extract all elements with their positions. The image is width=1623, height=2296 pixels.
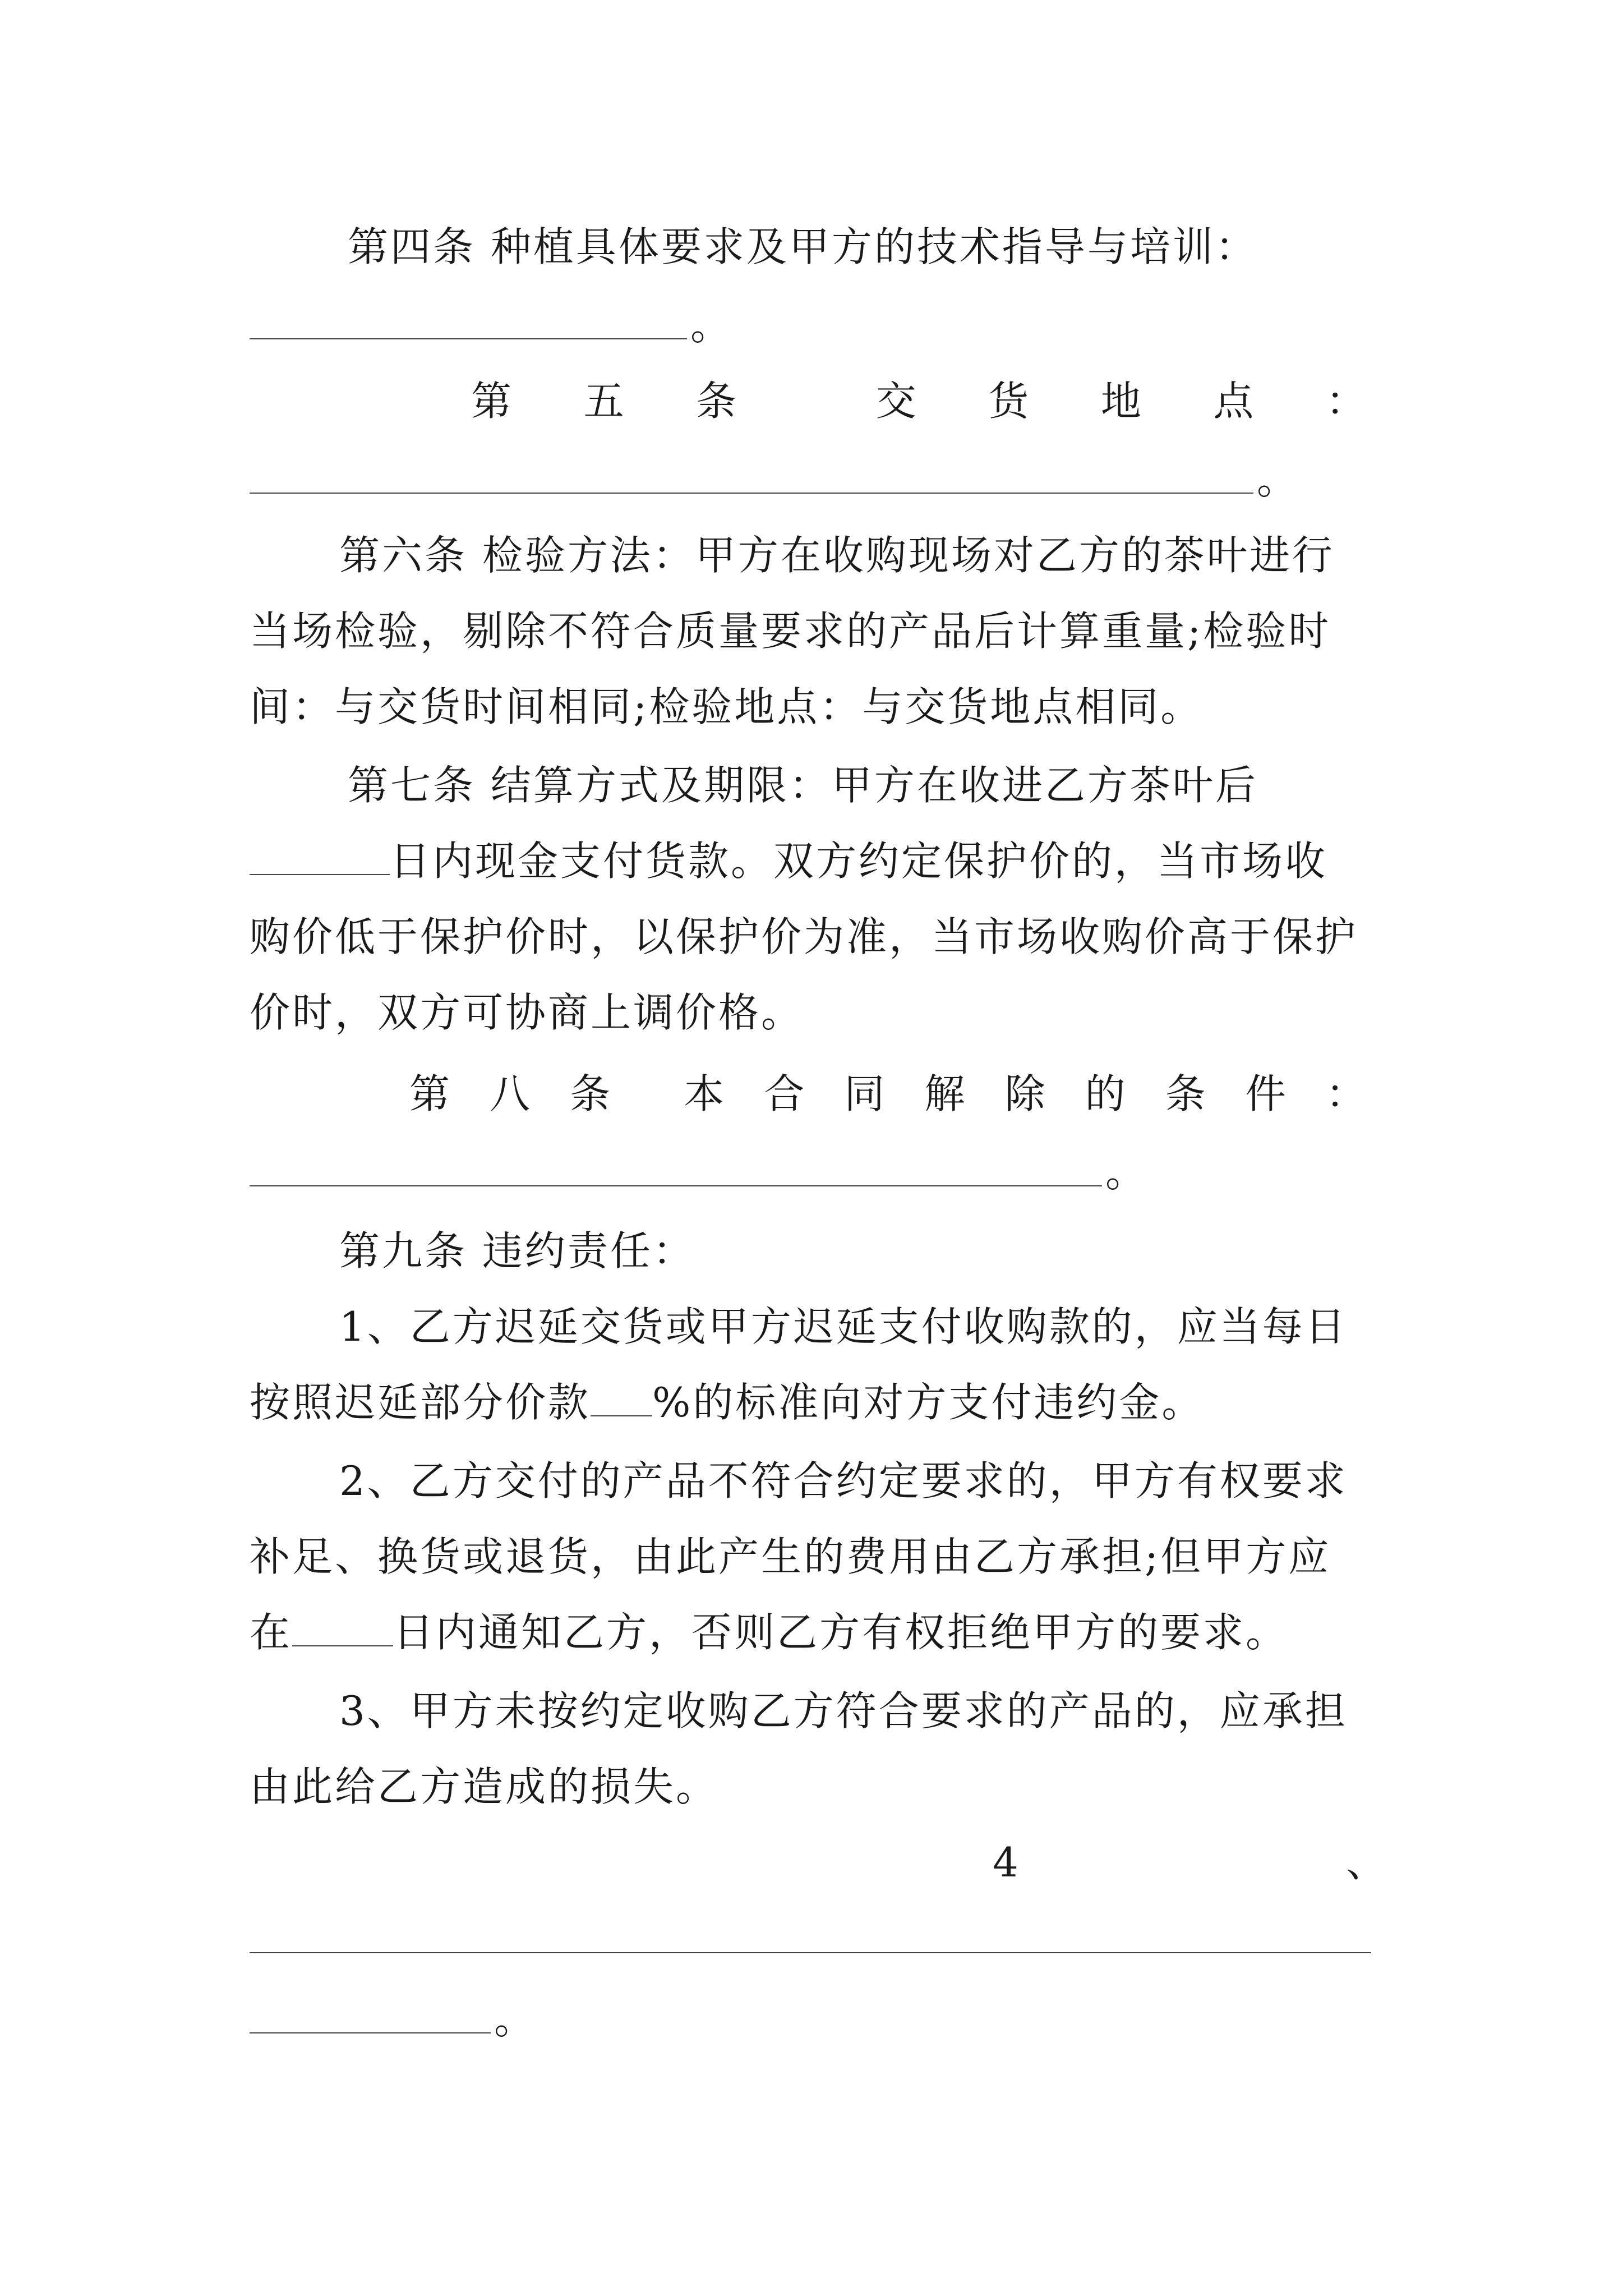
clause-2-line-1: 2、乙方交付的产品不符合约定要求的，甲方有权要求 (339, 1457, 1348, 1504)
clause-3-line-2: 由此给乙方造成的损失。 (250, 1763, 719, 1810)
fill-in-blank (250, 1998, 491, 2033)
article-5-heading: 第 五 条 交 货 地 点 ： (471, 378, 1368, 425)
clause-4-tail-line: 。 (250, 1991, 1388, 2047)
clause-4-blank-line (250, 1952, 1371, 1953)
article-7-line-2: 日内现金支付货款。双方约定保护价的，当市场收 (250, 833, 1388, 889)
fill-in-blank (250, 838, 390, 875)
article-8-heading: 第 八 条 本 合 同 解 除 的 条 件 ： (409, 1070, 1368, 1117)
article-7-line-3: 购价低于保护价时，以保护价为准，当市场收购价高于保护 (250, 913, 1358, 960)
clause-1-line-1: 1、乙方迟延交货或甲方迟延支付收购款的，应当每日 (339, 1303, 1348, 1350)
clause-4-separator: 、 (1346, 1839, 1389, 1886)
fill-in-blank (250, 303, 687, 339)
article-7-line-4: 价时，双方可协商上调价格。 (250, 989, 804, 1036)
fill-in-blank (292, 1609, 393, 1646)
article-6-line-2: 当场检验，剔除不符合质量要求的产品后计算重量;检验时 (250, 608, 1331, 655)
clause-4-number: 4 (993, 1839, 1021, 1886)
fill-in-blank (250, 1151, 1102, 1186)
article-7-line-1: 第七条 结算方式及期限：甲方在收进乙方茶叶后 (348, 762, 1258, 809)
article-4-heading: 第四条 种植具体要求及甲方的技术指导与培训： (348, 223, 1258, 270)
clause-2-line-3: 在 日内通知乙方，否则乙方有权拒绝甲方的要求。 (250, 1609, 1289, 1656)
article-9-heading: 第九条 违约责任： (339, 1227, 695, 1274)
article-4-blank-line: 。 (250, 297, 1388, 353)
article-5-blank-line: 。 (250, 452, 1388, 508)
fill-in-blank (591, 1379, 652, 1416)
clause-2-line-2: 补足、换货或退货，由此产生的费用由乙方承担;但甲方应 (250, 1533, 1331, 1580)
article-6-line-1: 第六条 检验方法：甲方在收购现场对乙方的茶叶进行 (339, 532, 1335, 579)
clause-3-line-1: 3、甲方未按约定收购乙方符合要求的产品的，应承担 (339, 1687, 1348, 1734)
article-6-line-3: 间：与交货时间相同;检验地点：与交货地点相同。 (250, 683, 1204, 730)
article-8-blank-line: 。 (250, 1144, 1388, 1200)
clause-1-line-2: 按照迟延部分价款 %的标准向对方支付违约金。 (250, 1379, 1205, 1426)
fill-in-blank (250, 458, 1253, 494)
